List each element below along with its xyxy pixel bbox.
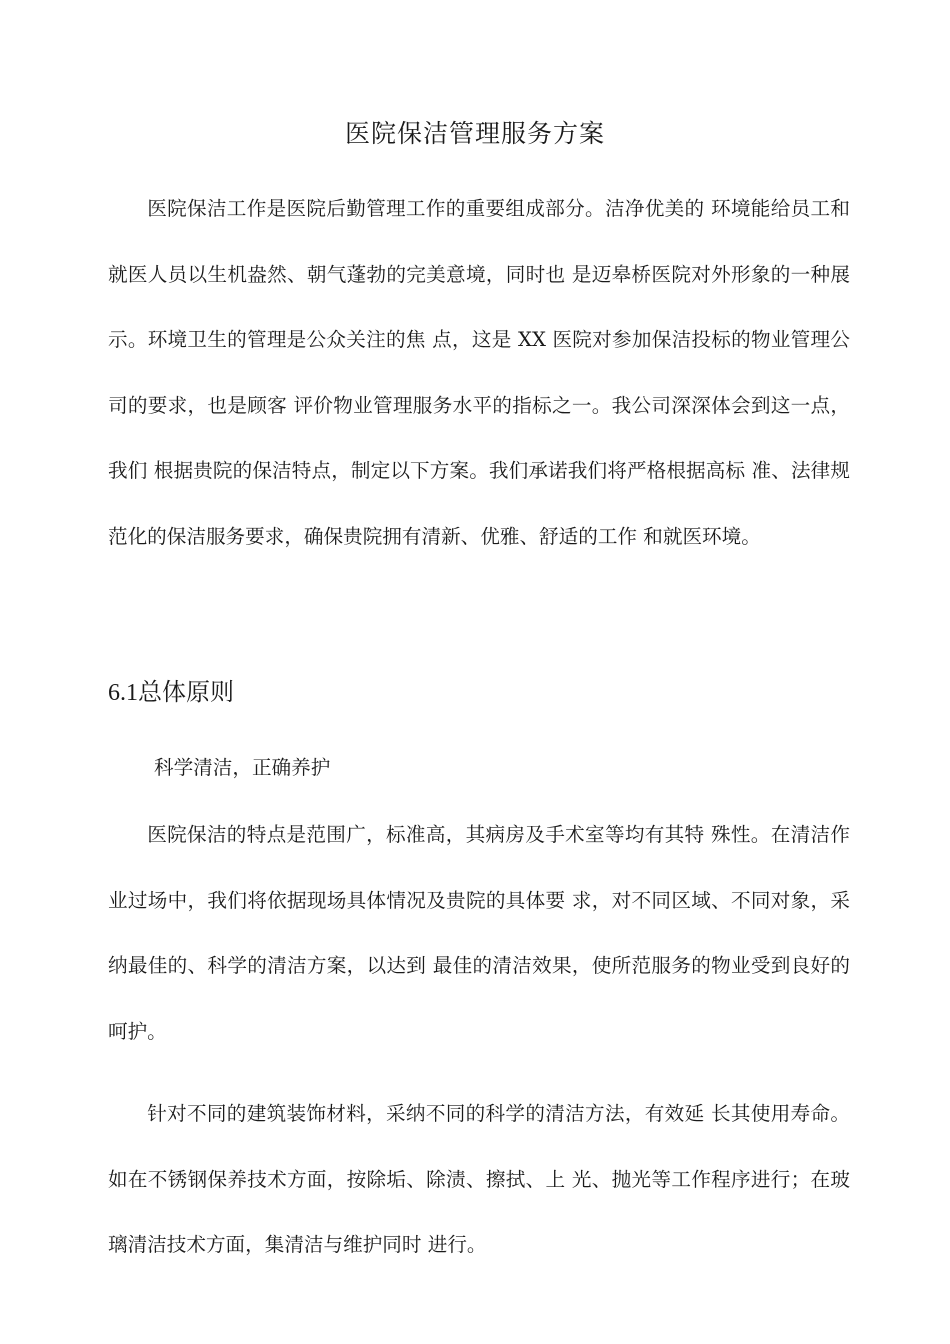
section-number: 6.1 [108,680,138,706]
body-paragraph: 针对不同的建筑装饰材料，采纳不同的科学的清洁方法，有效延 长其使用寿命。如在不锈钢保养技术方面，按除垢、除渍、擦拭、上 光、抛光等工作程序进行；在玻璃清洁技术方面，集清洁与维护同时 进行。 [108,1102,850,1256]
intro-paragraph: 医院保洁工作是医院后勤管理工作的重要组成部分。洁净优美的 环境能给员工和就医人员以生机盎然、朝气蓬勃的完美意境，同时也 是迈皋桥医院对外形象的一种展示。环境卫生的管理是公众关注的焦 点，这是 XX 医院对参加保洁投标的物业管理公司的要求，也是顾客 评价物业管理服务水平的指标之一。我公司深深体会到这一点，我们 根据贵院的保洁特点，制定以下方案。我们承诺我们将严格根据高标 准、法律规范化的保洁服务要求，确保贵院拥有清新、优雅、舒适的工作 和就医环境。 [108,197,850,548]
section-subtitle: 科学清洁，正确养护 [154,756,331,779]
document-title: 医院保洁管理服务方案 [344,119,605,148]
body-paragraph: 医院保洁的特点是范围广，标准高，其病房及手术室等均有其特 殊性。在清洁作业过场中，我们将依据现场具体情况及贵院的具体要 求，对不同区域、不同对象，采纳最佳的、科学的清洁方案，以达到 最佳的清洁效果，使所范服务的物业受到良好的呵护。 [108,823,850,1043]
section-title: 总体原则 [138,680,234,706]
section-heading [108,671,234,715]
